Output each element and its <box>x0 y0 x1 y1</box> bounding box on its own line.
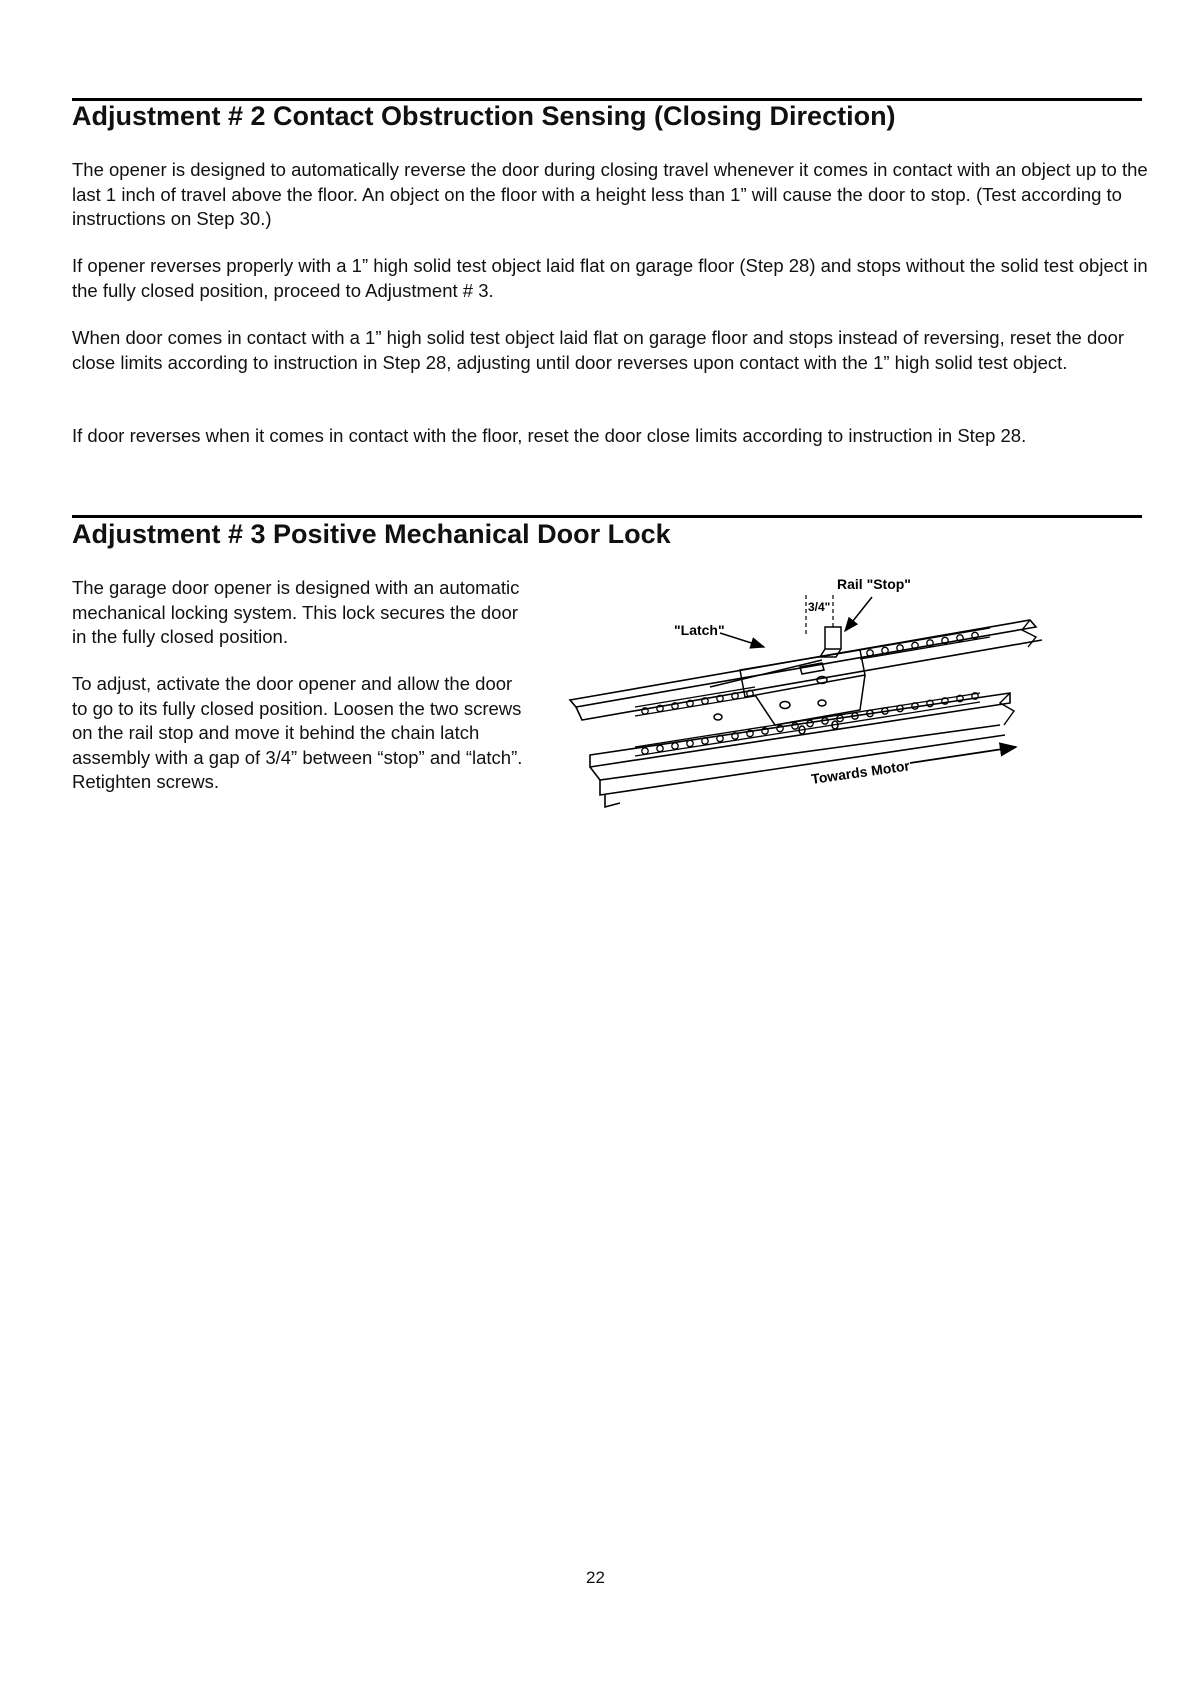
section-2-heading: Adjustment # 2 Contact Obstruction Sensing (Closing Direction) <box>72 101 896 131</box>
lower-rail <box>590 693 1010 807</box>
rail-stop-bracket <box>820 627 841 657</box>
section-2-paragraph-4: If door reverses when it comes in contact with the floor, reset the door close limits according to instruction in Step 28. <box>72 425 1027 446</box>
label-towards-motor: Towards Motor <box>810 757 911 787</box>
section-3-paragraph-2: To adjust, activate the door opener and allow the door to go to its fully closed position. Loosen the two screws on the rail stop and move it behind the chain latch assembly with a gap of 3/4” between “stop” and “latch”. Retighten screws. <box>72 673 523 792</box>
label-latch: "Latch" <box>674 622 725 638</box>
stop-leader-arrow <box>845 597 872 631</box>
section-2-paragraph-2: If opener reverses properly with a 1” high solid test object laid flat on garage floor (Step 28) and stops without the solid test object in the fully closed position, proceed to Adjustment # 3. <box>72 255 1148 301</box>
section-3-paragraph-1: The garage door opener is designed with an automatic mechanical locking system. This lock secures the door in the fully closed position. <box>72 577 520 647</box>
section-3-heading: Adjustment # 3 Positive Mechanical Door Lock <box>72 519 671 549</box>
section-2-paragraph-3: When door comes in contact with a 1” high solid test object laid flat on garage floor and stops instead of reversing, reset the door close limits according to instruction in Step 28, adjusting until door reverses upon contact with the 1” high solid test object. <box>72 327 1125 373</box>
page-number: 22 <box>586 1568 605 1587</box>
towards-motor-arrow <box>910 747 1016 763</box>
rail-break-marks <box>1000 620 1036 725</box>
latch-leader-arrow <box>720 633 764 647</box>
label-rail-stop: Rail "Stop" <box>837 576 911 592</box>
rail-stop-diagram <box>560 575 1060 820</box>
section-2-paragraph-1: The opener is designed to automatically reverse the door during closing travel whenever it comes in contact with an object up to the last 1 inch of travel above the floor. An object on the floor with a height less than 1” will cause the door to stop. (Test according to instructions on Step 30.) <box>72 159 1148 229</box>
label-gap: 3/4" <box>808 600 831 614</box>
